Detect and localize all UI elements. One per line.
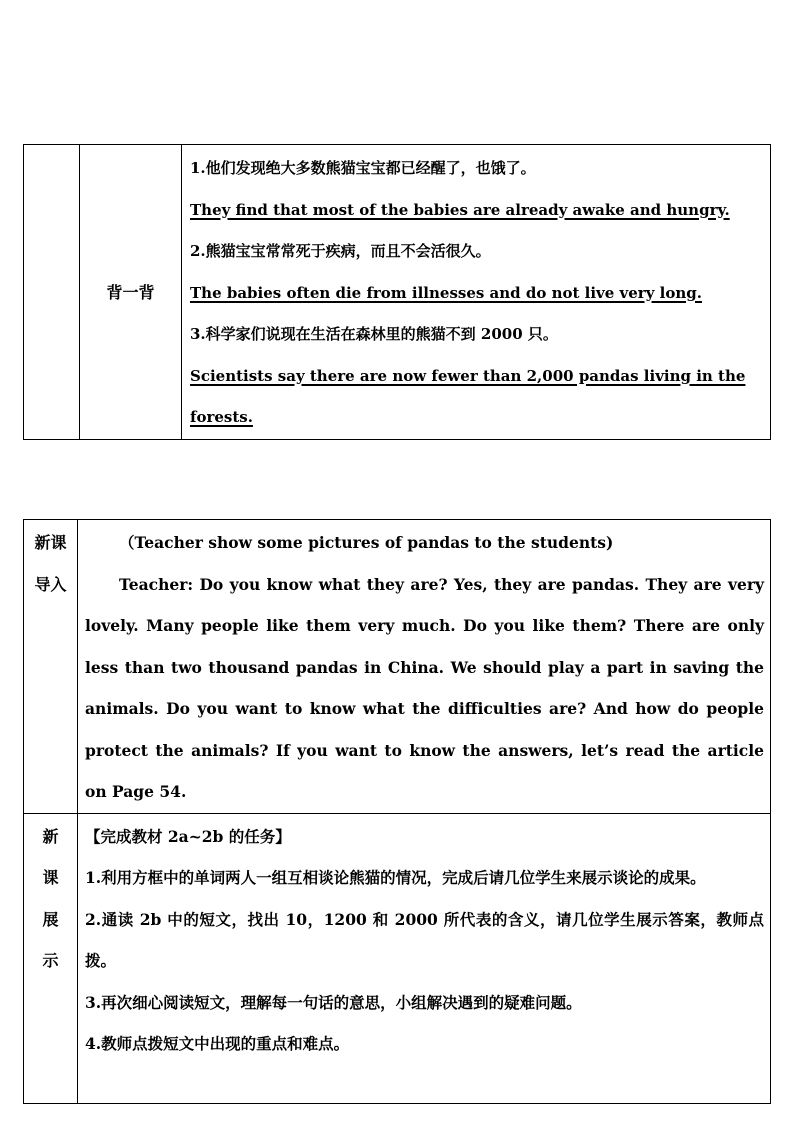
recite-line-cn: 2.熊猫宝宝常常死于疾病，而且不会活很久。	[190, 242, 491, 260]
recite-content	[182, 145, 771, 440]
display-item: 2.通读 2b 中的短文，找出 10，1200 和 2000 所代表的含义，请几位学生展示答案，教师点拨。	[85, 909, 764, 970]
display-label-char: 新	[42, 826, 59, 846]
intro-content	[78, 520, 771, 814]
recite-line-en: Scientists say there are now fewer than 2,000 pandas living in the	[190, 366, 746, 385]
display-item: 4.教师点拨短文中出现的重点和难点。	[85, 1034, 350, 1053]
lesson-table	[23, 519, 771, 1104]
display-item: 1.利用方框中的单词两人一组互相谈论熊猫的情况，完成后请几位学生来展示谈论的成果。	[85, 868, 706, 887]
recite-line-en: The babies often die from illnesses and do not live very long.	[190, 283, 702, 302]
recite-line-en: forests.	[190, 408, 253, 426]
display-heading: 【完成教材 2a~2b 的任务】	[85, 826, 291, 846]
display-label	[24, 813, 78, 1103]
recite-line-cn: 3.科学家们说现在生活在森林里的熊猫不到 2000 只。	[190, 325, 558, 343]
intro-label-line: 新课	[34, 533, 67, 552]
recite-line-cn: 1.他们发现绝大多数熊猫宝宝都已经醒了，也饿了。	[190, 159, 536, 177]
recite-label: 背一背	[80, 145, 182, 440]
display-content	[78, 813, 771, 1103]
intro-label-line: 导入	[34, 574, 67, 594]
empty-cell	[24, 145, 80, 440]
display-label-char: 课	[42, 868, 59, 887]
teacher-text: Teacher: Do you know what they are? Yes, they are pandas. They are very lovely. Many people like them very much. Do you like them? There are only less than two thousand pandas in China. We should play a part in saving the animals. Do you want to know what the difficulties are? And how do people protect the animals? If you want to know the answers, let’s read the article on Page 54.	[85, 574, 764, 801]
intro-label	[24, 520, 78, 814]
display-label-char: 展	[42, 909, 59, 929]
recite-table	[23, 144, 771, 440]
recite-line-en: They find that most of the babies are already awake and hungry.	[190, 200, 730, 219]
stage-direction: （Teacher show some pictures of pandas to the students)	[119, 533, 614, 552]
display-item: 3.再次细心阅读短文，理解每一句话的意思，小组解决遇到的疑难问题。	[85, 992, 582, 1012]
display-label-char: 示	[42, 951, 59, 970]
